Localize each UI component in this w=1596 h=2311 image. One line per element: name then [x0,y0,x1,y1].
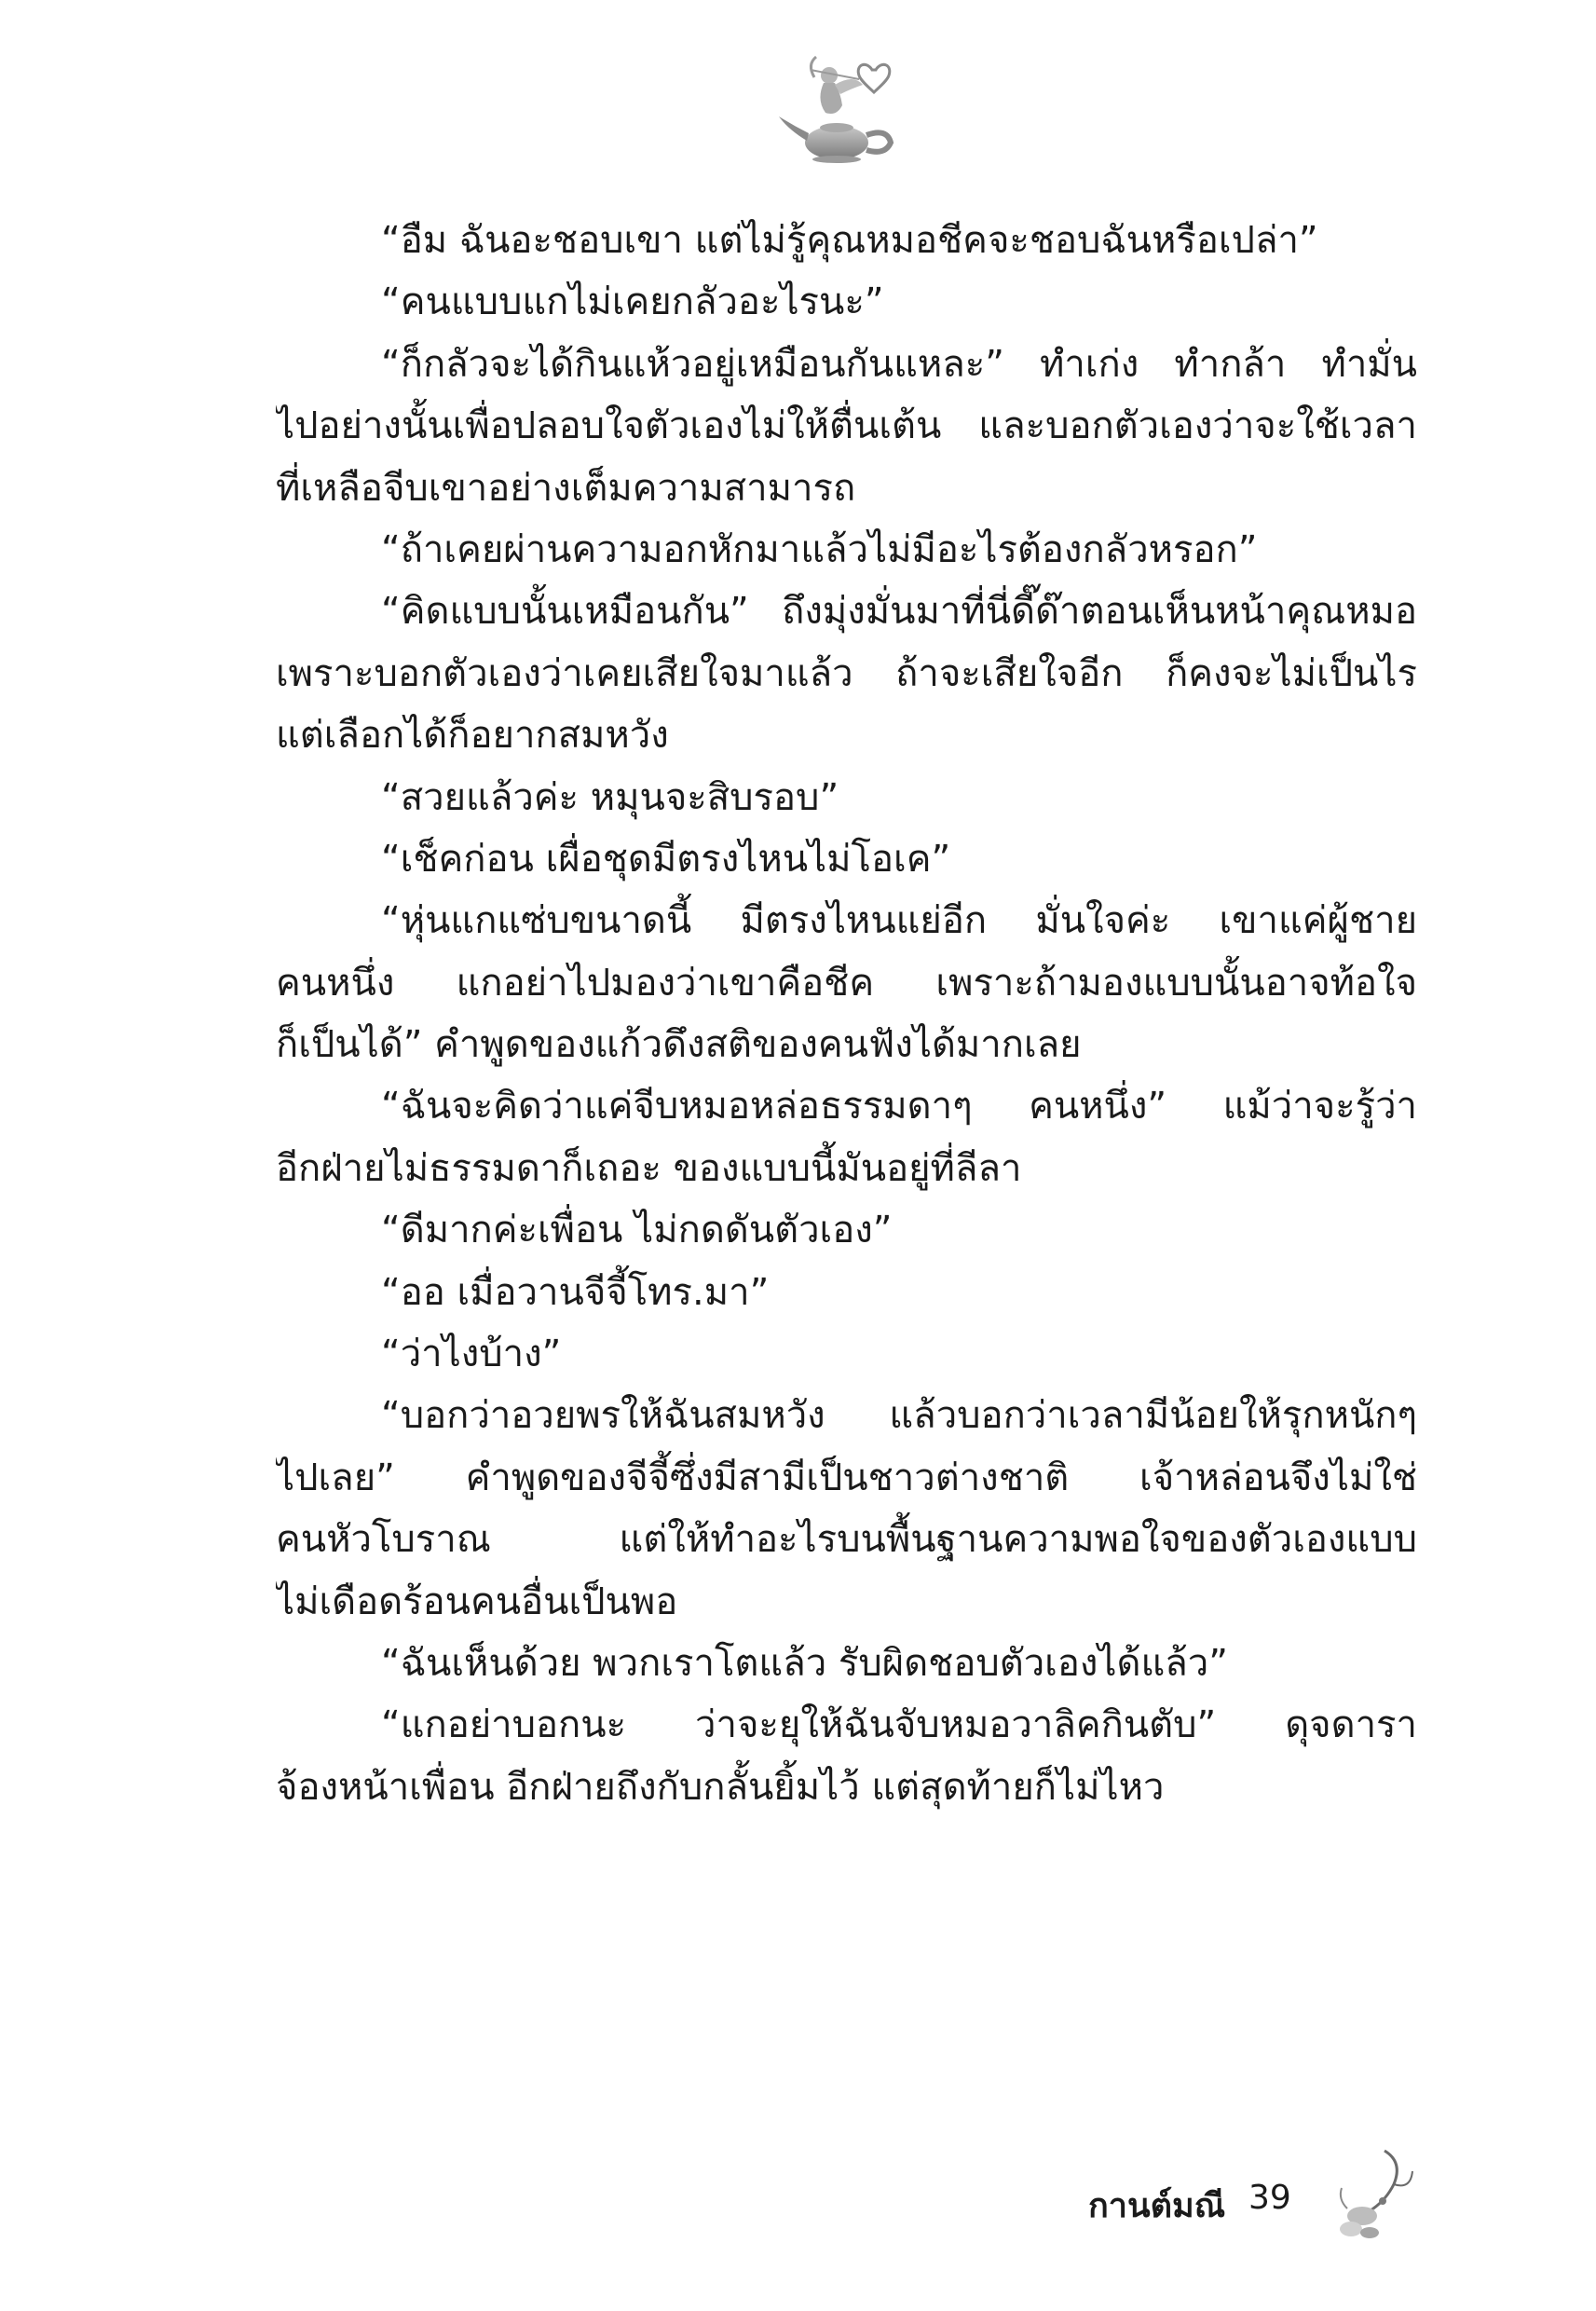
text-line: แต่เลือกได้ก็อยากสมหวัง [276,714,669,758]
text-line: ไม่เดือดร้อนคนอื่นเป็นพอ [276,1579,678,1623]
page-number: 39 [1248,2179,1291,2217]
text-line: ไปอย่างนั้นเพื่อปลอบใจตัวเองไม่ให้ตื่นเต้น และบอกตัวเองว่าจะใช้เวลา [276,404,1417,448]
text-line: ก็เป็นได้” คำพูดของแก้วดึงสติของคนฟังได้มากเลย [276,1023,1082,1067]
text-line: “ฉันจะคิดว่าแค่จีบหมอหล่อธรรมดาๆ คนหนึ่ง” แม้ว่าจะรู้ว่า [381,1085,1417,1128]
text-line: “ดีมากค่ะเพื่อน ไม่กดดันตัวเอง” [381,1209,893,1252]
text-line: “ฉันเห็นด้วย พวกเราโตแล้ว รับผิดชอบตัวเองได้แล้ว” [381,1641,1228,1685]
text-line: “ถ้าเคยผ่านความอกหักมาแล้วไม่มีอะไรต้องกลัวหรอก” [381,527,1258,571]
text-line: “สวยแล้วค่ะ หมุนจะสิบรอบ” [381,775,839,819]
text-line: “หุ่นแกแซ่บขนาดนี้ มีตรงไหนแย่อีก มั่นใจค่ะ เขาแค่ผู้ชาย [381,899,1417,943]
text-line: “บอกว่าอวยพรให้ฉันสมหวัง แล้วบอกว่าเวลามีน้อยให้รุกหนักๆ [381,1394,1417,1438]
page-footer [1071,2143,1444,2246]
text-line: “แกอย่าบอกนะ ว่าจะยุให้ฉันจับหมอวาลิคกินตับ” ดุจดารา [381,1703,1417,1747]
body-text [276,210,1417,1818]
text-line: “ออ เมื่อวานจีจี้โทร.มา” [381,1270,770,1314]
text-line: “อืม ฉันอะชอบเขา แต่ไม่รู้คุณหมอชีคจะชอบฉันหรือเปล่า” [381,219,1318,262]
text-line: จ้องหน้าเพื่อน อีกฝ่ายถึงกับกลั้นยิ้มไว้ แต่สุดท้ายก็ไม่ไหว [276,1765,1165,1809]
text-line: เพราะบอกตัวเองว่าเคยเสียใจมาแล้ว ถ้าจะเสียใจอีก ก็คงจะไม่เป็นไร [276,651,1417,695]
text-line: คนหัวโบราณ แต่ให้ทำอะไรบนพื้นฐานความพอใจของตัวเองแบบ [276,1518,1417,1562]
text-line: “ว่าไงบ้าง” [381,1333,562,1376]
floral-swirl-ornament-icon [1329,2143,1422,2246]
text-line: “คิดแบบนั้นเหมือนกัน” ถึงมุ่งมั่นมาที่นี่ดี๊ด๊าตอนเห็นหน้าคุณหมอ [381,590,1417,634]
text-line: คนหนึ่ง แกอย่าไปมองว่าเขาคือชีค เพราะถ้ามองแบบนั้นอาจท้อใจ [276,961,1417,1005]
text-line: “เช็คก่อน เผื่อชุดมีตรงไหนไม่โอเค” [381,837,951,881]
text-line: “คนแบบแกไม่เคยกลัวอะไรนะ” [381,280,884,324]
text-line: “ก็กลัวจะได้กินแห้วอยู่เหมือนกันแหละ” ทำเก่ง ทำกล้า ทำมั่น [381,342,1417,386]
author-name: กานต์มณี [1088,2187,1226,2225]
teapot-cupid-ornament-icon [770,51,909,172]
text-line: ที่เหลือจีบเขาอย่างเต็มความสามารถ [276,466,856,510]
text-line: ไปเลย” คำพูดของจีจี้ซึ่งมีสามีเป็นชาวต่างชาติ เจ้าหล่อนจึงไม่ใช่ [276,1456,1417,1499]
text-line: อีกฝ่ายไม่ธรรมดาก็เถอะ ของแบบนี้มันอยู่ที่ลีลา [276,1146,1022,1190]
